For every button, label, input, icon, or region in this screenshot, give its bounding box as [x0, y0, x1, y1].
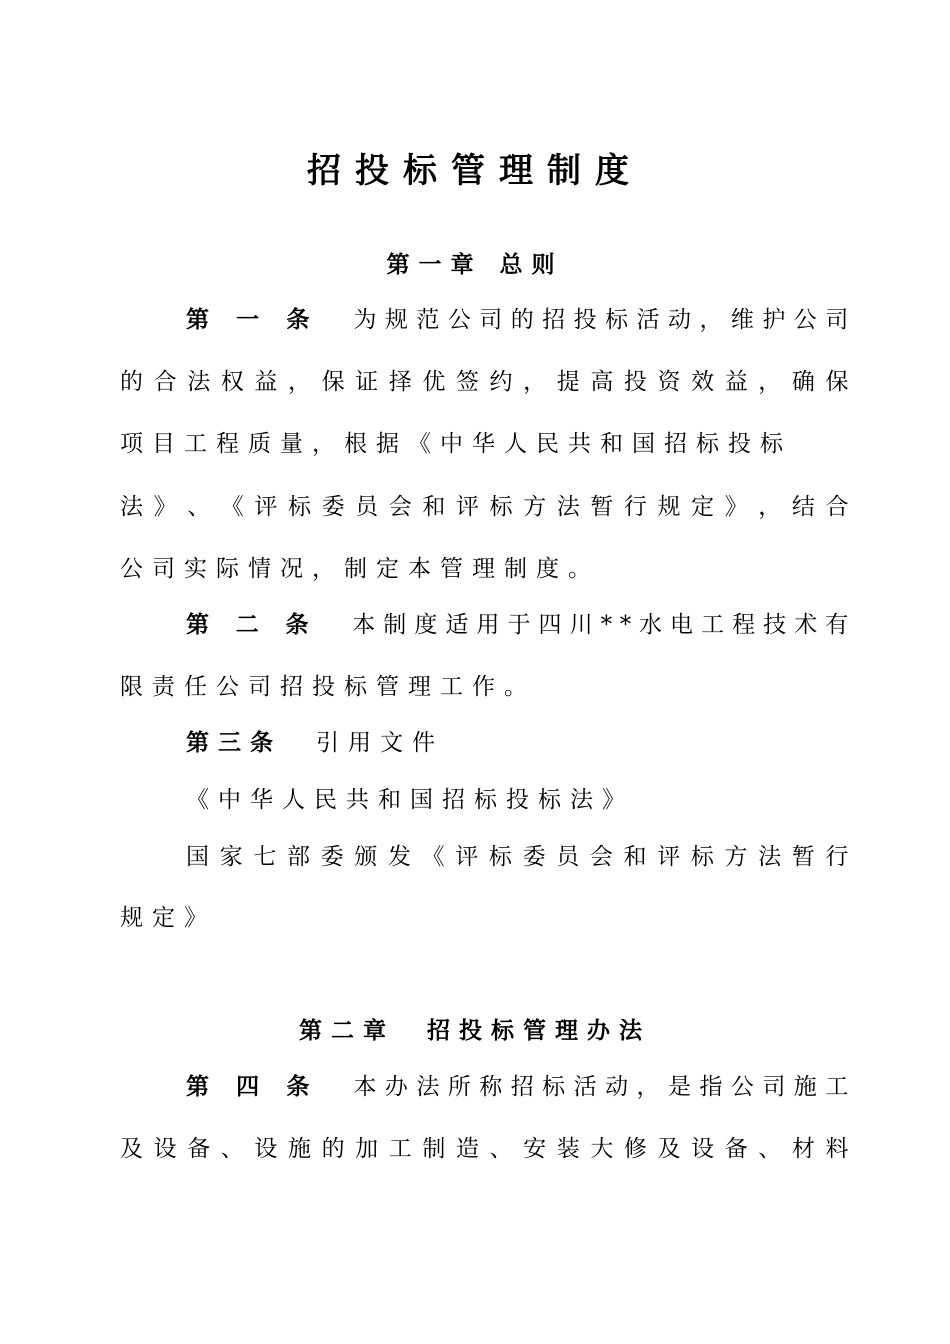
article-4-line-1 [186, 1069, 848, 1105]
document-title: 招投标管理制度 [307, 151, 643, 191]
article-2-line-2: 限责任公司招投标管理工作。 [120, 674, 536, 700]
article-1-line-1 [186, 302, 848, 338]
article-2-line-1 [186, 607, 848, 643]
chapter-1-heading: 第一章 总则 [386, 252, 564, 278]
article-1-line-4: 法 》 、 《 评 标 委 员 会 和 评 标 方 法 暂 行 规 定 》 ， 结 合 [120, 494, 848, 520]
article-1-line-5: 公司实际情况，制定本管理制度。 [120, 556, 600, 582]
article-2-label: 第 二 条 [186, 612, 318, 638]
article-4-text-1: 本 办 法 所 称 招 标 活 动 ， 是 指 公 司 施 工 [352, 1074, 848, 1100]
article-2-text-1: 本 制 度 适 用 于 四 川 * * 水 电 工 程 技 术 有 [351, 612, 848, 638]
article-3-reference-2-line-1: 国 家 七 部 委 颁 发 《 评 标 委 员 会 和 评 标 方 法 暂 行 [186, 844, 848, 870]
article-3-reference-2-line-2: 规定》 [120, 905, 216, 931]
article-3-label: 第三条 [186, 730, 282, 756]
article-1-line-2: 的 合 法 权 益 ， 保 证 择 优 签 约 ， 提 高 投 资 效 益 ， 确 保 [120, 369, 848, 395]
article-1-line-3: 项目工程质量，根据《中华人民共和国招标投标 [120, 431, 792, 457]
article-4-line-2: 及 设 备 、 设 施 的 加 工 制 造 、 安 装 大 修 及 设 备 、 材 料 [120, 1136, 848, 1162]
article-3-text: 引用文件 [316, 730, 444, 756]
article-3-line-1 [186, 725, 848, 761]
chapter-2-heading: 第二章 招投标管理办法 [299, 1018, 651, 1044]
article-1-text-1: 为 规 范 公 司 的 招 投 标 活 动 ， 维 护 公 司 [352, 307, 848, 333]
article-1-label: 第 一 条 [186, 307, 319, 333]
article-3-reference-1: 《中华人民共和国招标投标法》 [186, 787, 634, 813]
article-4-label: 第 四 条 [186, 1074, 319, 1100]
